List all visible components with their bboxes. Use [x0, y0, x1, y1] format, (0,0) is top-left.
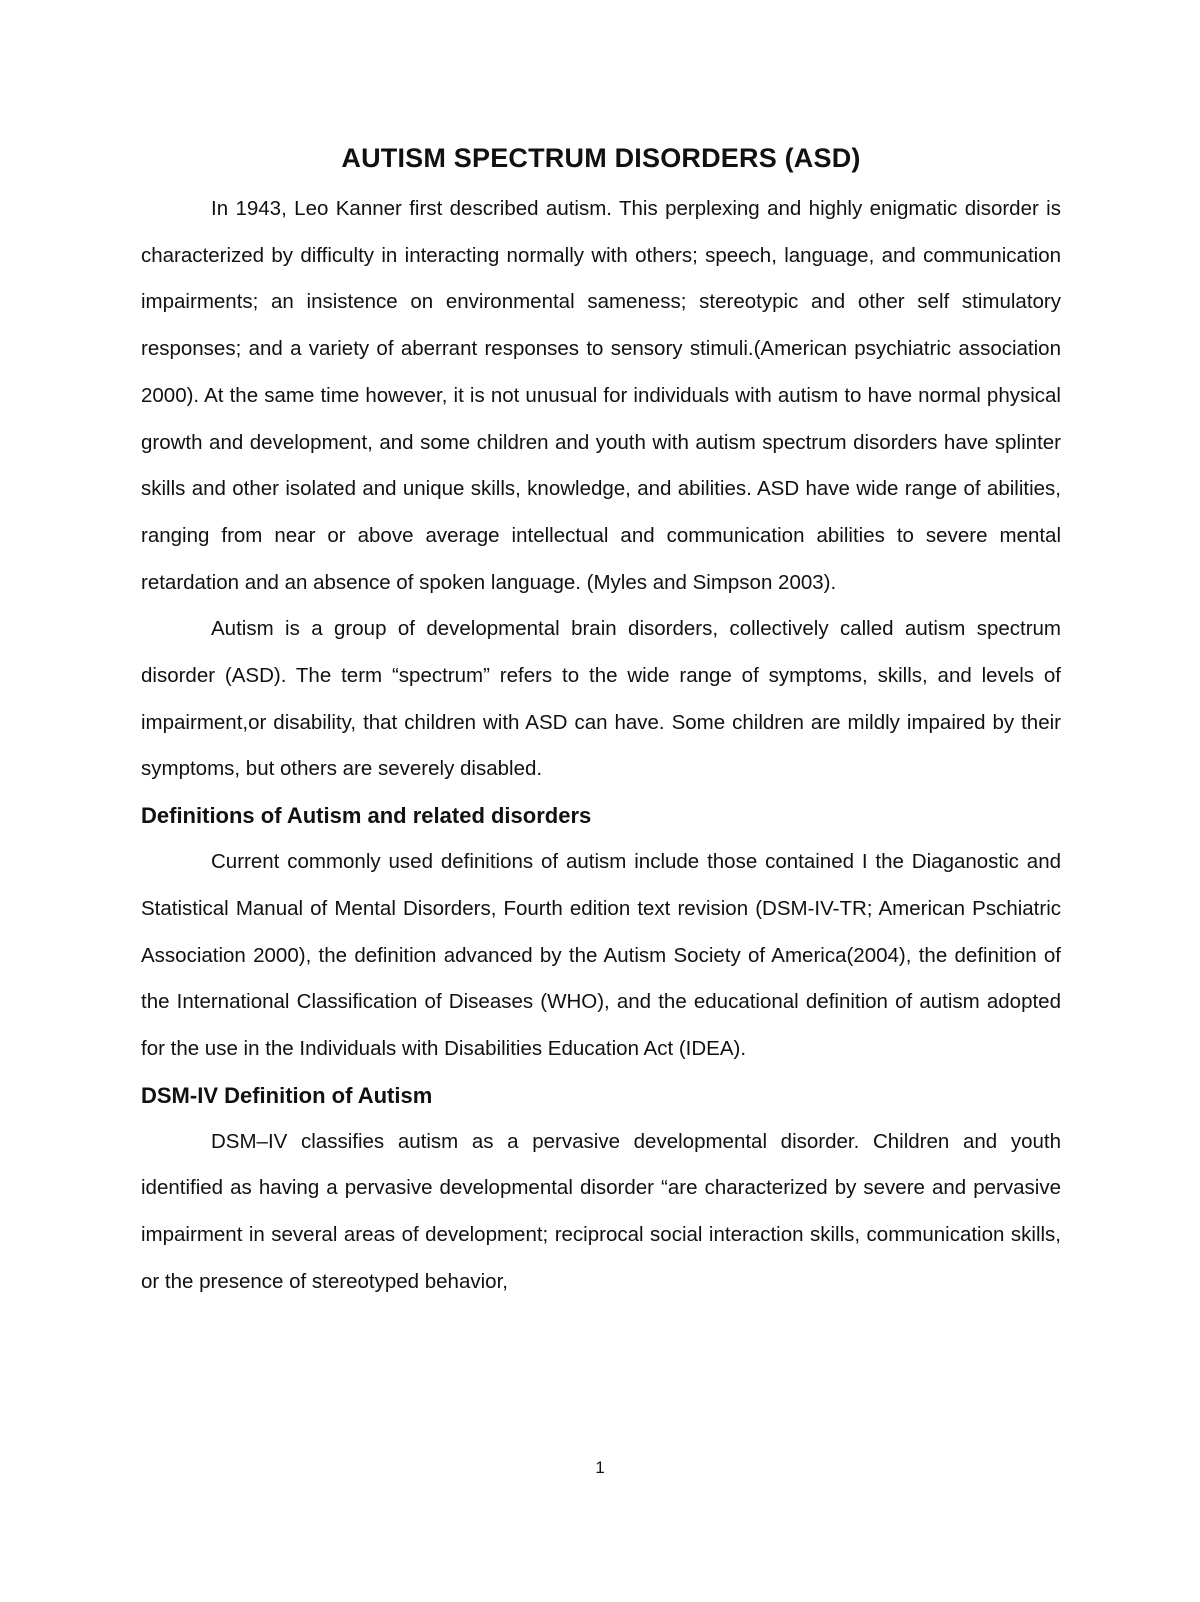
- section-heading-dsm-iv: DSM-IV Definition of Autism: [141, 1082, 433, 1108]
- document-title: AUTISM SPECTRUM DISORDERS (ASD): [341, 143, 861, 173]
- paragraph-definitions: Current commonly used definitions of autism include those contained I the Diaganostic and Statistical Manual of Mental Disorders, Fourth edition text revision (DSM-IV-TR; American Pschiatric Association 2000), the definition advanced by the Autism Society of America(2004), the definition of the International Classification of Diseases (WHO), and the educational definition of autism adopted for the use in the Individuals with Disabilities Education Act (IDEA).: [141, 850, 1061, 1060]
- paragraph-autism-spectrum: Autism is a group of developmental brain disorders, collectively called autism spectrum disorder (ASD). The term “spectrum” refers to the wide range of symptoms, skills, and levels of impairment,or disability, that children with ASD can have. Some children are mildly impaired by their symptoms, but others are severely disabled.: [141, 617, 1061, 781]
- page-number: 1: [595, 1458, 605, 1477]
- document-body: [141, 138, 1061, 1305]
- paragraph-autism-history: In 1943, Leo Kanner first described autism. This perplexing and highly enigmatic disorder is characterized by difficulty in interacting normally with others; speech, language, and communication impairments; an insistence on environmental sameness; stereotypic and other self stimulatory responses; and a variety of aberrant responses to sensory stimuli.(American psychiatric association 2000). At the same time however, it is not unusual for individuals with autism to have normal physical growth and development, and some children and youth with autism spectrum disorders have splinter skills and other isolated and unique skills, knowledge, and abilities. ASD have wide range of abilities, ranging from near or above average intellectual and communication abilities to severe mental retardation and an absence of spoken language. (Myles and Simpson 2003).: [141, 197, 1061, 594]
- section-heading-definitions: Definitions of Autism and related disorders: [141, 803, 592, 829]
- paragraph-dsm-iv: DSM–IV classifies autism as a pervasive developmental disorder. Children and youth identified as having a pervasive developmental disorder “are characterized by severe and pervasive impairment in several areas of development; reciprocal social interaction skills, communication skills, or the presence of stereotyped behavior,: [141, 1129, 1061, 1293]
